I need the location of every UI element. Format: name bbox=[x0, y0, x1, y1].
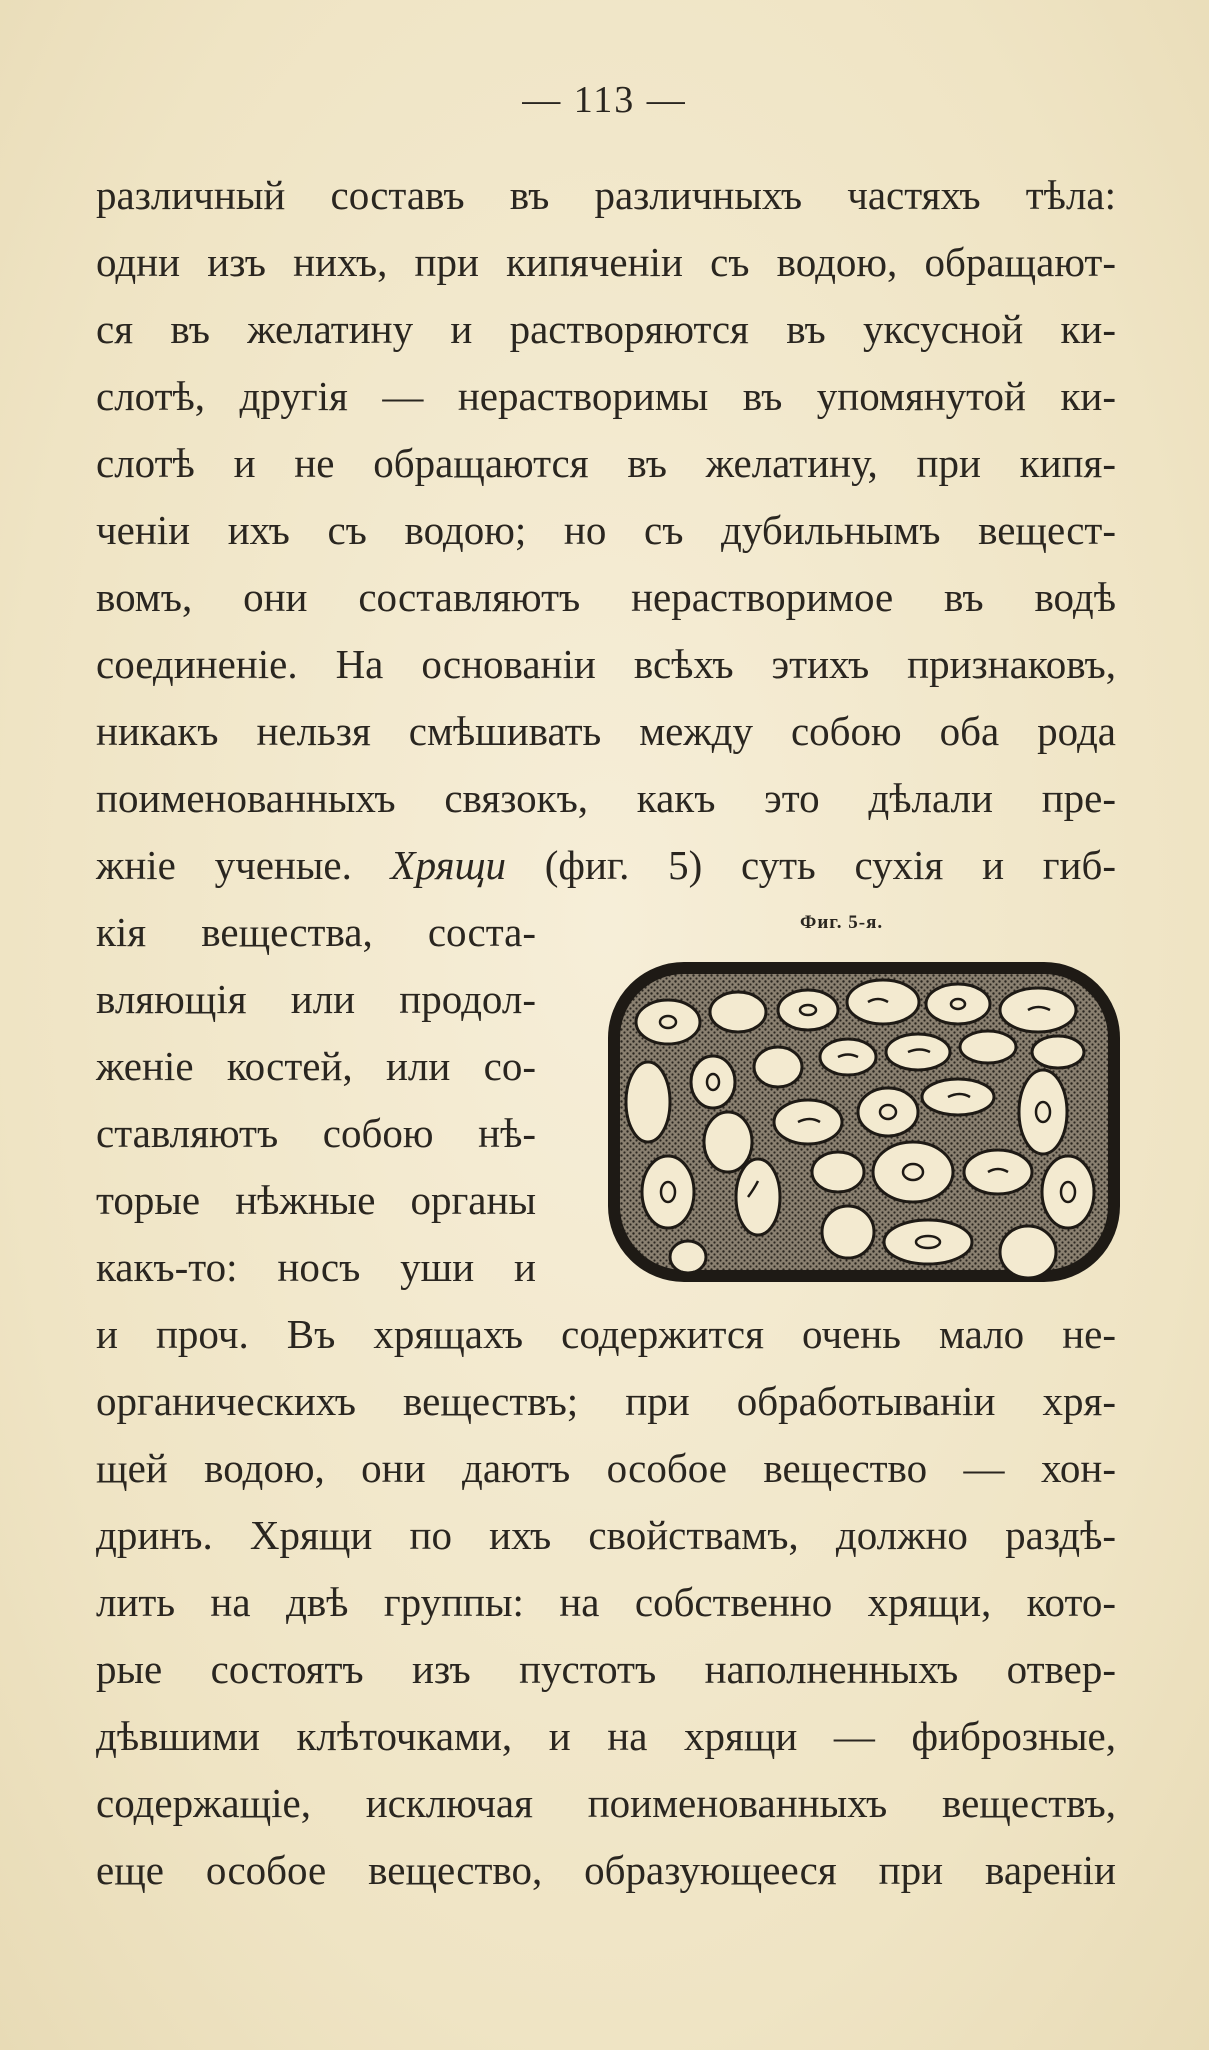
text-line: лить на двѣ группы: на собственно хрящи, кото- bbox=[96, 1579, 1116, 1625]
text-fragment: (фиг. 5) суть сухія и гиб- bbox=[506, 842, 1116, 888]
text-line: кія вещества, соста- bbox=[96, 909, 536, 955]
text-line: слотѣ, другія — нерастворимы въ упомянутой ки- bbox=[96, 373, 1116, 419]
text-line: дѣвшими клѣточками, и на хрящи — фиброзные, bbox=[96, 1713, 1116, 1759]
text-line: женіе костей, или со- bbox=[96, 1043, 536, 1089]
cartilage-illustration bbox=[608, 962, 1120, 1282]
term-italic: Хрящи bbox=[390, 842, 507, 888]
cartilage-figure bbox=[608, 962, 1120, 1282]
page-number: — 113 — bbox=[522, 79, 687, 121]
text-line: ставляютъ собою нѣ- bbox=[96, 1110, 536, 1156]
text-line-with-term bbox=[96, 840, 1116, 890]
text-line: и проч. Въ хрящахъ содержится очень мало не- bbox=[96, 1311, 1116, 1357]
text-line: дринъ. Хрящи по ихъ свойствамъ, должно раздѣ- bbox=[96, 1512, 1116, 1558]
text-line: органическихъ веществъ; при обработываніи хря- bbox=[96, 1378, 1116, 1424]
text-line: ченіи ихъ съ водою; но съ дубильнымъ вещест- bbox=[96, 507, 1116, 553]
text-line: вляющія или продол- bbox=[96, 976, 536, 1022]
text-line: ся въ желатину и растворяются въ уксусной ки- bbox=[96, 306, 1116, 352]
text-line: торые нѣжные органы bbox=[96, 1177, 536, 1223]
text-line: щей водою, они даютъ особое вещество — хон- bbox=[96, 1445, 1116, 1491]
text-line: содержащіе, исключая поименованныхъ веществъ, bbox=[96, 1780, 1116, 1826]
text-line: различный составъ въ различныхъ частяхъ тѣла: bbox=[96, 172, 1116, 218]
text-line: соединеніе. На основаніи всѣхъ этихъ признаковъ, bbox=[96, 641, 1116, 687]
text-line: никакъ нельзя смѣшивать между собою оба рода bbox=[96, 708, 1116, 754]
text-line: рые состоятъ изъ пустотъ наполненныхъ отвер- bbox=[96, 1646, 1116, 1692]
figure-caption: Фиг. 5-я. bbox=[800, 912, 884, 933]
text-line: какъ-то: носъ уши и bbox=[96, 1244, 536, 1290]
text-fragment: жніе ученые. bbox=[96, 842, 391, 888]
text-line: одни изъ нихъ, при кипяченіи съ водою, обращают- bbox=[96, 239, 1116, 285]
text-line: еще особое вещество, образующееся при вареніи bbox=[96, 1847, 1116, 1893]
text-line: вомъ, они составляютъ нерастворимое въ водѣ bbox=[96, 574, 1116, 620]
text-line: поименованныхъ связокъ, какъ это дѣлали пре- bbox=[96, 775, 1116, 821]
text-line: слотѣ и не обращаются въ желатину, при кипя- bbox=[96, 440, 1116, 486]
